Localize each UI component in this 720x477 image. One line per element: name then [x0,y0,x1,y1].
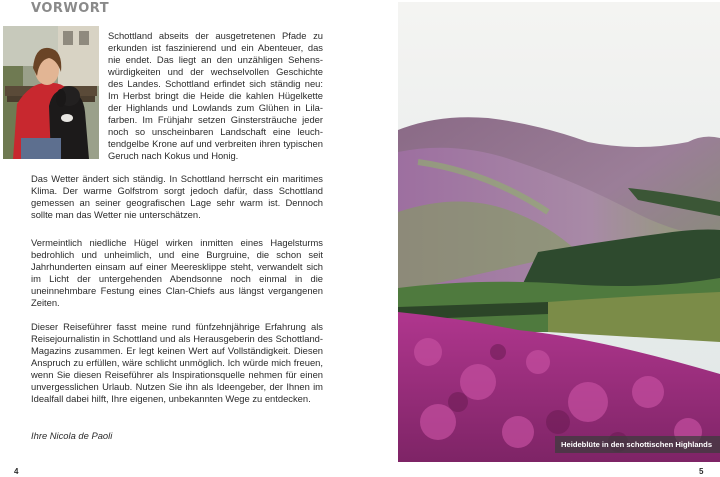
photo-caption: Heideblüte in den schottischen Highlands [555,436,720,453]
landscape-photo [398,2,720,462]
hills-paragraph: Vermeintlich niedliche Hügel wirken inmitten eines Hagelsturms bedrohlich und unheimlich, und eine Burgruine, die schon seit Jahrhunderten einsam auf einer Meeresklippe steht, verwandelt sich im Licht der untergehenden Abendsonne noch einmal in die uneinnehmbare Festung eines Clan-Chiefs aus längst vergangenen Zeiten. [31,237,323,308]
page-number-left: 4 [14,467,19,476]
author-photo [3,26,99,159]
signature: Ihre Nicola de Paoli [31,430,113,441]
heading: VORWORT [31,1,110,16]
page-number-right: 5 [699,467,704,476]
intro-paragraph: Schottland abseits der ausgetretenen Pfade zu erkunden ist faszinierend und ein Abenteuer, das nie endet. Das liegt an den unzähligen Sehenswürdigkeiten und der wechselvollen Geschichte des Landes. Schottland erfindet sich ständig neu: Im Herbst bringt die Heide die kahlen Hügelkette der Highlands und Lowlands zum Glühen in Lilafarben. Im Frühjahr setzen Ginstersträuche jeder noch so unscheinbaren Landschaft eine leuchtendgelbe Krone auf und verbreiten ihren typischen Geruch nach Kokus und Honig. [108,30,323,161]
guide-paragraph: Dieser Reiseführer fasst meine rund fünfzehnjährige Erfahrung als Reisejournalistin in Schottland und als Herausgeberin des Schottland-Magazins zusammen. Er legt keinen Wert auf Vollständigkeit. Diesen Anspruch zu erfüllen, wäre schlicht unmöglich. Ich würde mich freuen, wenn Sie diesen Reiseführer als Inspirationsquelle nehmen für einen unvergesslichen Urlaub. Nutzen Sie ihn als Ideengeber, der Ihnen im Idealfall dabei hilft, Ihre eigenen, unbekannten Wege zu entdecken. [31,321,323,404]
weather-paragraph: Das Wetter ändert sich ständig. In Schottland herrscht ein maritimes Klima. Der warme Golfstrom sorgt jedoch dafür, dass Schottland gemessen an seiner geografischen Lage sehr warm ist. Dennoch sollte man das Wetter nie unterschätzen. [31,173,323,220]
